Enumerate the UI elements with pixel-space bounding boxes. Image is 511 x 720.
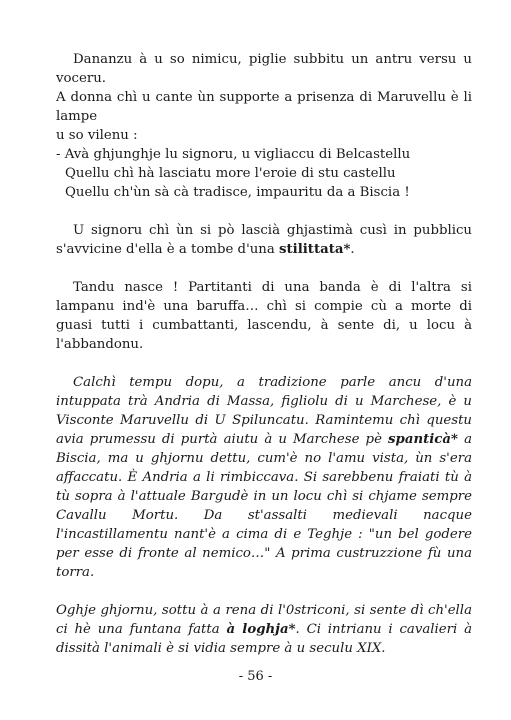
paragraph-stilittata (56, 221, 472, 259)
paragraph-tradizione (56, 373, 472, 582)
page-body (56, 50, 472, 658)
verse-line-3: Quellu ch'ùn sà cà tradisce, impauritu da a Biscia ! (65, 185, 410, 200)
paragraph-voceru-line-1: Dananzu à u so nimicu, piglie subbitu un antru versu u voceru. (56, 52, 472, 86)
verse-block (56, 145, 472, 202)
paragraph-tradizione-text: Calchì tempu dopu, a tradizione parle ancu d'una intuppata trà Andria di Massa, figliolu di u Marchese, è u Visconte Maruvellu di U Spiluncatu. Ramintemu chì questu avia prumessu di purtà aiutu à u Marchese pè (56, 375, 472, 447)
verse-line-2: Quellu chì hà lasciatu more l'eroie di stu castellu (65, 166, 396, 181)
glossary-term-stilittata: stilittata* (279, 242, 351, 257)
paragraph-tradizione-end: a Biscia, ma u ghjornu dettu, cum'è no l'amu vista, ùn s'era affaccatu. È Andria a li rimbiccava. Si sarebbenu fraiati tù à tù sopra à l'attuale Bargudè in un locu chì si chjame sempre Cavallu Mortu. Da st'assalti medievali nacque l'incastillamentu nant'è a cima di e Teghje : "un bel godere per esse di fronte al nemico…" A prima custruzzione fù una torra. (56, 432, 473, 580)
paragraph-funtana-text: Oghje ghjornu, sottu à a rena di l'0striconi, si sente dì ch'ella ci hè una funtana fatta (56, 603, 472, 637)
paragraph-voceru-line-2: A donna chì u cante ùn supporte a prisenza di Maruvellu è li lampe (56, 90, 472, 124)
paragraph-voceru (56, 50, 472, 145)
italic-section (56, 373, 472, 658)
verse-line-1: - Avà ghjunghje lu signoru, u vigliaccu di Belcastellu (56, 147, 411, 162)
paragraph-funtana (56, 601, 472, 658)
paragraph-voceru-line-3: u so vilenu : (56, 128, 138, 143)
paragraph-funtana-end: . Ci intrianu i cavalieri à dissità l'animali è si vidia sempre à u seculu XIX. (56, 622, 472, 656)
paragraph-baruffa (56, 278, 472, 354)
paragraph-stilittata-text: U signoru chì ùn si pò lascià ghjastimà cusì in pubblicu s'avvicine d'ella è a tombe d'una (56, 223, 472, 257)
page-number: - 56 - (238, 669, 273, 684)
paragraph-baruffa-text: Tandu nasce ! Partitanti di una banda è di l'altra si lampanu ind'è una baruffa… chì si compie cù a morte di guasi tutti i cumbattanti, lascendu, à sente di, u locu à l'abbandonu. (56, 280, 472, 352)
paragraph-stilittata-end: . (350, 242, 355, 257)
glossary-term-loghja: à loghja* (226, 622, 296, 637)
glossary-term-spantica: spanticà* (388, 432, 458, 447)
